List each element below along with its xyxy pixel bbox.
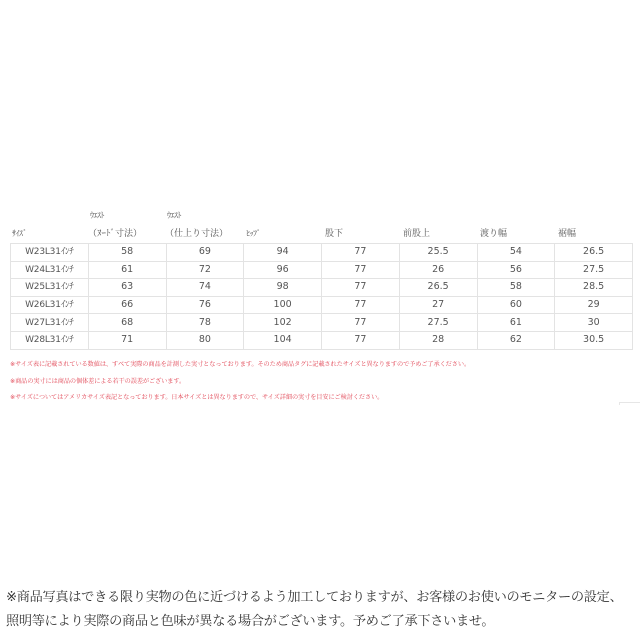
note-individual-variance: ※商品の実寸には商品の個体差による若干の誤差がございます。 (10, 377, 186, 385)
table-row (11, 279, 633, 297)
cell-front-rise: 27 (399, 296, 477, 314)
cell-size: W24L31ｲﾝﾁ (11, 261, 89, 279)
cell-inseam: 77 (322, 261, 400, 279)
cell-thigh-width: 61 (477, 314, 555, 332)
disclaimer-line-1: ※商品写真はできる限り実物の色に近づけるよう加工しておりますが、お客様のお使いのモニターの設定、 (6, 590, 623, 605)
size-notes (10, 359, 630, 409)
header-thigh-width: 渡り幅 (480, 229, 508, 239)
cell-thigh-width: 54 (477, 244, 555, 262)
cell-waist-finished: 74 (166, 279, 244, 297)
cell-hem-width: 27.5 (555, 261, 633, 279)
cell-size: W28L31ｲﾝﾁ (11, 331, 89, 349)
cell-waist-finished: 69 (166, 244, 244, 262)
cell-front-rise: 27.5 (399, 314, 477, 332)
cell-waist-nude: 71 (88, 331, 166, 349)
cell-waist-nude: 58 (88, 244, 166, 262)
cell-hem-width: 26.5 (555, 244, 633, 262)
cell-size: W25L31ｲﾝﾁ (11, 279, 89, 297)
cell-hip: 96 (244, 261, 322, 279)
cell-hip: 104 (244, 331, 322, 349)
cell-hip: 98 (244, 279, 322, 297)
table-row (11, 296, 633, 314)
header-hem-width: 裾幅 (558, 229, 577, 239)
cell-thigh-width: 62 (477, 331, 555, 349)
table-row (11, 244, 633, 262)
cell-hem-width: 29 (555, 296, 633, 314)
header-front-rise: 前股上 (403, 229, 431, 239)
header-hip: ﾋｯﾌﾟ (246, 229, 261, 238)
table-row (11, 314, 633, 332)
cell-thigh-width: 56 (477, 261, 555, 279)
disclaimer-line-2: 照明等により実際の商品と色味が異なる場合がございます。予めご了承下さいませ。 (6, 614, 495, 629)
cell-front-rise: 26 (399, 261, 477, 279)
cell-waist-finished: 72 (166, 261, 244, 279)
note-measurement: ※サイズ表に記載されている数値は、すべて実際の商品を計測した実寸となっております。そのため商品タグに記載されたサイズと異なりますので予めご了承ください。 (10, 361, 471, 368)
cell-hem-width: 30 (555, 314, 633, 332)
cell-waist-finished: 76 (166, 296, 244, 314)
size-table (10, 243, 633, 350)
cell-waist-nude: 63 (88, 279, 166, 297)
cell-size: W23L31ｲﾝﾁ (11, 244, 89, 262)
cell-waist-nude: 68 (88, 314, 166, 332)
note-us-sizing: ※サイズについてはアメリカサイズ表記となっております。日本サイズとは異なりますので、サイズ詳細の実寸を目安にご検討ください。 (10, 394, 384, 401)
cell-inseam: 77 (322, 279, 400, 297)
cell-front-rise: 25.5 (399, 244, 477, 262)
cell-waist-finished: 78 (166, 314, 244, 332)
header-waist-nude-line2: （ﾇｰﾄﾞ寸法） (88, 229, 143, 239)
header-waist-finished-line1: ｳｴｽﾄ (167, 211, 181, 220)
cell-inseam: 77 (322, 244, 400, 262)
table-row (11, 261, 633, 279)
cell-hip: 100 (244, 296, 322, 314)
table-row (11, 331, 633, 349)
cell-hip: 102 (244, 314, 322, 332)
header-waist-finished-line2: （仕上り寸法） (165, 229, 229, 239)
cell-waist-nude: 66 (88, 296, 166, 314)
cell-front-rise: 26.5 (399, 279, 477, 297)
header-inseam: 股下 (325, 229, 344, 239)
color-disclaimer (6, 586, 636, 634)
cell-hem-width: 30.5 (555, 331, 633, 349)
header-size: ｻｲｽﾞ (12, 229, 27, 238)
cell-inseam: 77 (322, 331, 400, 349)
cell-inseam: 77 (322, 314, 400, 332)
cell-front-rise: 28 (399, 331, 477, 349)
cell-waist-finished: 80 (166, 331, 244, 349)
cell-thigh-width: 60 (477, 296, 555, 314)
cell-inseam: 77 (322, 296, 400, 314)
cell-thigh-width: 58 (477, 279, 555, 297)
cell-size: W27L31ｲﾝﾁ (11, 314, 89, 332)
edge-divider (619, 402, 640, 405)
header-waist-nude-line1: ｳｴｽﾄ (90, 211, 104, 220)
cell-hem-width: 28.5 (555, 279, 633, 297)
cell-waist-nude: 61 (88, 261, 166, 279)
cell-size: W26L31ｲﾝﾁ (11, 296, 89, 314)
cell-hip: 94 (244, 244, 322, 262)
